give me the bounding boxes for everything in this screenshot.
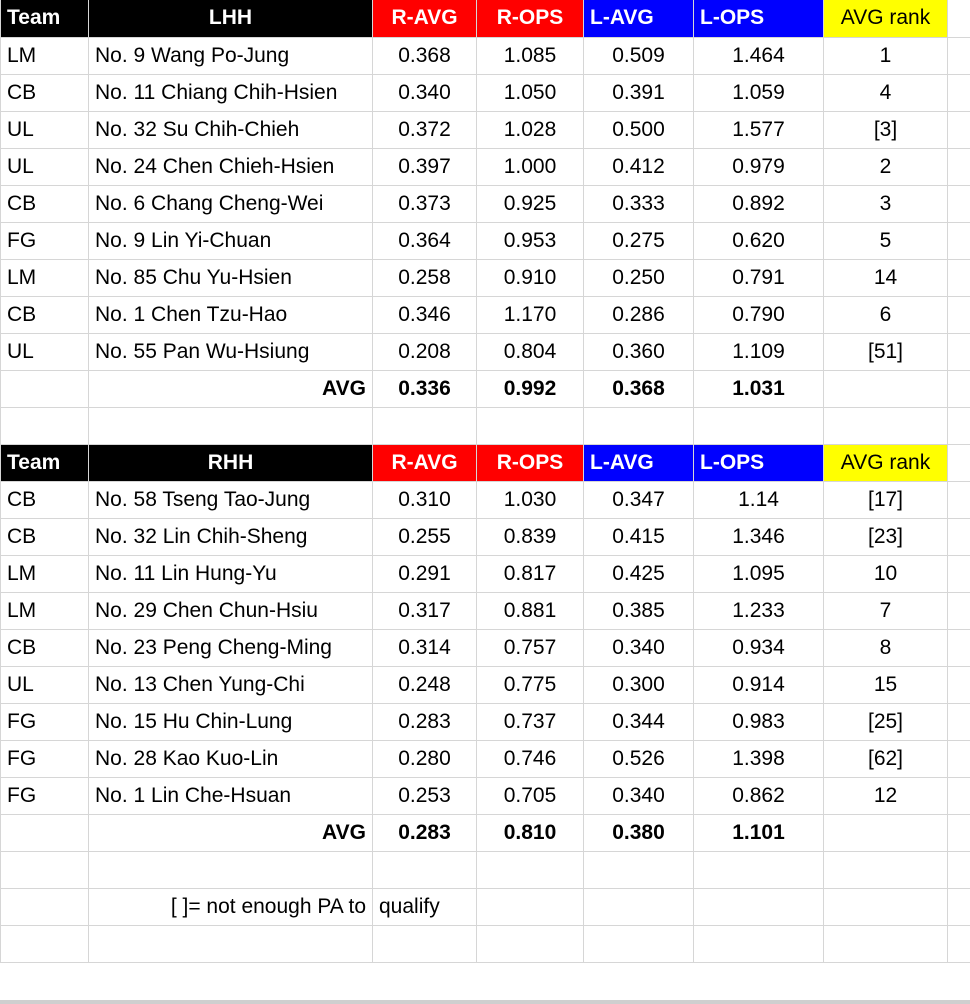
r-avg-cell[interactable]: 0.255	[373, 518, 477, 555]
empty-cell[interactable]	[584, 925, 694, 962]
avg-rank-cell[interactable]: 3	[824, 185, 948, 222]
r-ops-cell[interactable]: 0.775	[477, 666, 584, 703]
team-cell[interactable]: UL	[1, 111, 89, 148]
player-name-cell[interactable]: No. 85 Chu Yu-Hsien	[89, 259, 373, 296]
r-avg-cell[interactable]: 0.340	[373, 74, 477, 111]
l-ops-cell[interactable]: 0.934	[694, 629, 824, 666]
avg-rank-cell[interactable]: 15	[824, 666, 948, 703]
footnote-text-cell[interactable]: [ ]= not enough PA to	[89, 888, 373, 925]
player-name-cell[interactable]: No. 1 Chen Tzu-Hao	[89, 296, 373, 333]
l-avg-cell[interactable]: 0.385	[584, 592, 694, 629]
avg-rank-cell[interactable]: 14	[824, 259, 948, 296]
l-avg-cell[interactable]: 0.526	[584, 740, 694, 777]
player-name-cell[interactable]: No. 32 Lin Chih-Sheng	[89, 518, 373, 555]
team-cell[interactable]: CB	[1, 296, 89, 333]
r-avg-cell[interactable]: 0.314	[373, 629, 477, 666]
rhh-avg-section	[1, 814, 970, 962]
table-row	[1, 259, 970, 296]
l-avg-cell[interactable]: 0.500	[584, 111, 694, 148]
team-cell[interactable]: FG	[1, 740, 89, 777]
header-r-avg-cell[interactable]: R-AVG	[373, 0, 477, 37]
empty-cell[interactable]	[477, 888, 584, 925]
empty-cell[interactable]	[948, 37, 970, 74]
r-ops-cell[interactable]: 0.737	[477, 703, 584, 740]
lhh-avg-row	[1, 370, 970, 407]
l-avg-cell[interactable]: 0.509	[584, 37, 694, 74]
player-name-cell[interactable]: No. 9 Wang Po-Jung	[89, 37, 373, 74]
l-ops-cell[interactable]: 0.914	[694, 666, 824, 703]
r-avg-cell[interactable]: 0.346	[373, 296, 477, 333]
team-cell[interactable]: LM	[1, 37, 89, 74]
l-avg-cell[interactable]: 0.275	[584, 222, 694, 259]
empty-cell[interactable]	[89, 407, 373, 444]
r-avg-cell[interactable]: 0.397	[373, 148, 477, 185]
r-ops-cell[interactable]: 1.030	[477, 481, 584, 518]
sheet-bottom-edge	[0, 1000, 970, 1004]
table-row	[1, 777, 970, 814]
player-name-cell[interactable]: No. 1 Lin Che-Hsuan	[89, 777, 373, 814]
r-ops-cell[interactable]: 0.746	[477, 740, 584, 777]
player-name-cell[interactable]: No. 29 Chen Chun-Hsiu	[89, 592, 373, 629]
r-avg-cell[interactable]: 0.208	[373, 333, 477, 370]
header-l-avg-cell[interactable]: L-AVG	[584, 444, 694, 481]
r-avg-cell[interactable]: 0.280	[373, 740, 477, 777]
team-cell[interactable]: UL	[1, 148, 89, 185]
r-ops-cell[interactable]: 0.881	[477, 592, 584, 629]
empty-cell[interactable]	[1, 370, 89, 407]
empty-cell[interactable]	[477, 925, 584, 962]
avg-rank-cell[interactable]: 1	[824, 37, 948, 74]
header-l-ops-cell[interactable]: L-OPS	[694, 444, 824, 481]
r-avg-cell[interactable]: 0.253	[373, 777, 477, 814]
empty-cell[interactable]	[948, 296, 970, 333]
header-avg-rank-cell[interactable]: AVG rank	[824, 444, 948, 481]
table-row	[1, 222, 970, 259]
empty-cell[interactable]	[824, 407, 948, 444]
team-cell[interactable]: UL	[1, 666, 89, 703]
player-name-cell[interactable]: No. 23 Peng Cheng-Ming	[89, 629, 373, 666]
r-ops-cell[interactable]: 0.925	[477, 185, 584, 222]
header-l-ops-cell[interactable]: L-OPS	[694, 0, 824, 37]
empty-cell[interactable]	[373, 925, 477, 962]
r-ops-cell[interactable]: 0.705	[477, 777, 584, 814]
avg-rank-cell[interactable]: [3]	[824, 111, 948, 148]
empty-cell[interactable]	[948, 555, 970, 592]
empty-cell[interactable]	[694, 888, 824, 925]
team-cell[interactable]: CB	[1, 74, 89, 111]
avg-l-ops-cell[interactable]: 1.101	[694, 814, 824, 851]
empty-cell[interactable]	[948, 185, 970, 222]
r-avg-cell[interactable]: 0.248	[373, 666, 477, 703]
l-avg-cell[interactable]: 0.333	[584, 185, 694, 222]
table-row	[1, 518, 970, 555]
empty-cell[interactable]	[89, 851, 373, 888]
empty-cell[interactable]	[694, 407, 824, 444]
empty-cell[interactable]	[948, 0, 970, 37]
table-row	[1, 37, 970, 74]
l-ops-cell[interactable]: 1.577	[694, 111, 824, 148]
blank-row	[1, 925, 970, 962]
avg-l-ops-cell[interactable]: 1.031	[694, 370, 824, 407]
l-avg-cell[interactable]: 0.250	[584, 259, 694, 296]
table-row	[1, 74, 970, 111]
lhh-header-row	[1, 0, 970, 37]
avg-r-avg-cell[interactable]: 0.283	[373, 814, 477, 851]
empty-cell[interactable]	[948, 259, 970, 296]
avg-rank-cell[interactable]: 6	[824, 296, 948, 333]
blank-row	[1, 407, 970, 444]
header-rhh-cell[interactable]: RHH	[89, 444, 373, 481]
l-ops-cell[interactable]: 1.095	[694, 555, 824, 592]
team-cell[interactable]: FG	[1, 703, 89, 740]
r-ops-cell[interactable]: 0.953	[477, 222, 584, 259]
empty-cell[interactable]	[948, 814, 970, 851]
l-ops-cell[interactable]: 0.892	[694, 185, 824, 222]
header-team-cell[interactable]: Team	[1, 0, 89, 37]
avg-rank-cell[interactable]: 10	[824, 555, 948, 592]
header-avg-rank-cell[interactable]: AVG rank	[824, 0, 948, 37]
team-cell[interactable]: FG	[1, 222, 89, 259]
footnote-qualify-cell[interactable]: qualify	[373, 888, 477, 925]
l-avg-cell[interactable]: 0.340	[584, 777, 694, 814]
empty-cell[interactable]	[1, 888, 89, 925]
lhh-avg-section	[1, 370, 970, 444]
empty-cell[interactable]	[948, 777, 970, 814]
avg-r-ops-cell[interactable]: 0.810	[477, 814, 584, 851]
l-avg-cell[interactable]: 0.340	[584, 629, 694, 666]
avg-r-avg-cell[interactable]: 0.336	[373, 370, 477, 407]
empty-cell[interactable]	[948, 333, 970, 370]
table-row	[1, 629, 970, 666]
avg-rank-cell[interactable]: [25]	[824, 703, 948, 740]
player-name-cell[interactable]: No. 6 Chang Cheng-Wei	[89, 185, 373, 222]
table-row	[1, 666, 970, 703]
player-name-cell[interactable]: No. 28 Kao Kuo-Lin	[89, 740, 373, 777]
empty-cell[interactable]	[694, 851, 824, 888]
header-l-avg-cell[interactable]: L-AVG	[584, 0, 694, 37]
player-name-cell[interactable]: No. 9 Lin Yi-Chuan	[89, 222, 373, 259]
team-cell[interactable]: LM	[1, 592, 89, 629]
team-cell[interactable]: CB	[1, 629, 89, 666]
player-name-cell[interactable]: No. 11 Chiang Chih-Hsien	[89, 74, 373, 111]
empty-cell[interactable]	[948, 74, 970, 111]
r-ops-cell[interactable]: 1.028	[477, 111, 584, 148]
empty-cell[interactable]	[824, 888, 948, 925]
team-cell[interactable]: LM	[1, 259, 89, 296]
empty-cell[interactable]	[948, 629, 970, 666]
lhh-section	[1, 0, 970, 37]
r-avg-cell[interactable]: 0.258	[373, 259, 477, 296]
table-row	[1, 592, 970, 629]
empty-cell[interactable]	[948, 481, 970, 518]
avg-rank-cell[interactable]: 12	[824, 777, 948, 814]
r-ops-cell[interactable]: 0.817	[477, 555, 584, 592]
footnote-row	[1, 888, 970, 925]
l-ops-cell[interactable]: 1.398	[694, 740, 824, 777]
header-r-avg-cell[interactable]: R-AVG	[373, 444, 477, 481]
table-row	[1, 555, 970, 592]
empty-cell[interactable]	[584, 407, 694, 444]
r-ops-cell[interactable]: 0.804	[477, 333, 584, 370]
avg-l-avg-cell[interactable]: 0.380	[584, 814, 694, 851]
table-row	[1, 481, 970, 518]
l-avg-cell[interactable]: 0.344	[584, 703, 694, 740]
r-ops-cell[interactable]: 1.170	[477, 296, 584, 333]
r-avg-cell[interactable]: 0.373	[373, 185, 477, 222]
l-ops-cell[interactable]: 0.790	[694, 296, 824, 333]
l-ops-cell[interactable]: 1.346	[694, 518, 824, 555]
header-lhh-cell[interactable]: LHH	[89, 0, 373, 37]
r-avg-cell[interactable]: 0.368	[373, 37, 477, 74]
avg-rank-cell[interactable]: 7	[824, 592, 948, 629]
r-ops-cell[interactable]: 1.000	[477, 148, 584, 185]
table-row	[1, 148, 970, 185]
empty-cell[interactable]	[948, 407, 970, 444]
empty-cell[interactable]	[477, 407, 584, 444]
empty-cell[interactable]	[584, 851, 694, 888]
l-ops-cell[interactable]: 0.791	[694, 259, 824, 296]
r-avg-cell[interactable]: 0.364	[373, 222, 477, 259]
avg-rank-cell[interactable]: 8	[824, 629, 948, 666]
empty-cell[interactable]	[824, 925, 948, 962]
empty-cell[interactable]	[373, 407, 477, 444]
empty-cell[interactable]	[1, 851, 89, 888]
avg-rank-cell[interactable]: [17]	[824, 481, 948, 518]
l-avg-cell[interactable]: 0.360	[584, 333, 694, 370]
team-cell[interactable]: CB	[1, 185, 89, 222]
rhh-section	[1, 444, 970, 481]
player-name-cell[interactable]: No. 15 Hu Chin-Lung	[89, 703, 373, 740]
empty-cell[interactable]	[948, 888, 970, 925]
header-r-ops-cell[interactable]: R-OPS	[477, 0, 584, 37]
avg-label-cell[interactable]: AVG	[89, 814, 373, 851]
table-row	[1, 185, 970, 222]
empty-cell[interactable]	[948, 518, 970, 555]
l-avg-cell[interactable]: 0.347	[584, 481, 694, 518]
avg-rank-cell[interactable]: [51]	[824, 333, 948, 370]
avg-rank-cell[interactable]: 4	[824, 74, 948, 111]
table-row	[1, 703, 970, 740]
team-cell[interactable]: UL	[1, 333, 89, 370]
avg-rank-cell[interactable]: [23]	[824, 518, 948, 555]
player-name-cell[interactable]: No. 13 Chen Yung-Chi	[89, 666, 373, 703]
player-name-cell[interactable]: No. 11 Lin Hung-Yu	[89, 555, 373, 592]
empty-cell[interactable]	[477, 851, 584, 888]
l-ops-cell[interactable]: 1.109	[694, 333, 824, 370]
empty-cell[interactable]	[89, 925, 373, 962]
l-ops-cell[interactable]: 0.620	[694, 222, 824, 259]
l-avg-cell[interactable]: 0.391	[584, 74, 694, 111]
l-avg-cell[interactable]: 0.412	[584, 148, 694, 185]
empty-cell[interactable]	[373, 851, 477, 888]
empty-cell[interactable]	[1, 814, 89, 851]
empty-cell[interactable]	[948, 444, 970, 481]
player-name-cell[interactable]: No. 58 Tseng Tao-Jung	[89, 481, 373, 518]
avg-label-cell[interactable]: AVG	[89, 370, 373, 407]
avg-l-avg-cell[interactable]: 0.368	[584, 370, 694, 407]
empty-cell[interactable]	[1, 407, 89, 444]
rhh-avg-row	[1, 814, 970, 851]
empty-cell[interactable]	[948, 703, 970, 740]
l-ops-cell[interactable]: 0.983	[694, 703, 824, 740]
l-ops-cell[interactable]: 0.979	[694, 148, 824, 185]
empty-cell[interactable]	[824, 851, 948, 888]
empty-cell[interactable]	[948, 740, 970, 777]
avg-rank-cell[interactable]: 2	[824, 148, 948, 185]
header-team-cell[interactable]: Team	[1, 444, 89, 481]
r-ops-cell[interactable]: 0.910	[477, 259, 584, 296]
r-ops-cell[interactable]: 1.085	[477, 37, 584, 74]
player-name-cell[interactable]: No. 55 Pan Wu-Hsiung	[89, 333, 373, 370]
empty-cell[interactable]	[948, 925, 970, 962]
l-avg-cell[interactable]: 0.425	[584, 555, 694, 592]
l-ops-cell[interactable]: 0.862	[694, 777, 824, 814]
empty-cell[interactable]	[948, 148, 970, 185]
lhh-rows	[1, 37, 970, 370]
empty-cell[interactable]	[948, 370, 970, 407]
empty-cell[interactable]	[948, 111, 970, 148]
empty-cell[interactable]	[948, 666, 970, 703]
table-row	[1, 740, 970, 777]
table-row	[1, 111, 970, 148]
r-ops-cell[interactable]: 1.050	[477, 74, 584, 111]
r-ops-cell[interactable]: 0.757	[477, 629, 584, 666]
team-cell[interactable]: LM	[1, 555, 89, 592]
l-ops-cell[interactable]: 1.059	[694, 74, 824, 111]
l-ops-cell[interactable]: 1.464	[694, 37, 824, 74]
r-avg-cell[interactable]: 0.310	[373, 481, 477, 518]
r-avg-cell[interactable]: 0.283	[373, 703, 477, 740]
avg-rank-cell[interactable]: [62]	[824, 740, 948, 777]
player-name-cell[interactable]: No. 24 Chen Chieh-Hsien	[89, 148, 373, 185]
empty-cell[interactable]	[824, 370, 948, 407]
l-avg-cell[interactable]: 0.286	[584, 296, 694, 333]
empty-cell[interactable]	[948, 592, 970, 629]
r-avg-cell[interactable]: 0.291	[373, 555, 477, 592]
empty-cell[interactable]	[948, 851, 970, 888]
empty-cell[interactable]	[948, 222, 970, 259]
l-ops-cell[interactable]: 1.14	[694, 481, 824, 518]
team-cell[interactable]: FG	[1, 777, 89, 814]
rhh-rows	[1, 481, 970, 814]
l-avg-cell[interactable]: 0.415	[584, 518, 694, 555]
team-cell[interactable]: CB	[1, 518, 89, 555]
empty-cell[interactable]	[1, 925, 89, 962]
r-avg-cell[interactable]: 0.317	[373, 592, 477, 629]
empty-cell[interactable]	[694, 925, 824, 962]
r-ops-cell[interactable]: 0.839	[477, 518, 584, 555]
empty-cell[interactable]	[824, 814, 948, 851]
rhh-header-row	[1, 444, 970, 481]
team-cell[interactable]: CB	[1, 481, 89, 518]
player-name-cell[interactable]: No. 32 Su Chih-Chieh	[89, 111, 373, 148]
table-row	[1, 296, 970, 333]
l-ops-cell[interactable]: 1.233	[694, 592, 824, 629]
empty-cell[interactable]	[584, 888, 694, 925]
table-row	[1, 333, 970, 370]
header-r-ops-cell[interactable]: R-OPS	[477, 444, 584, 481]
r-avg-cell[interactable]: 0.372	[373, 111, 477, 148]
blank-row	[1, 851, 970, 888]
avg-r-ops-cell[interactable]: 0.992	[477, 370, 584, 407]
avg-rank-cell[interactable]: 5	[824, 222, 948, 259]
l-avg-cell[interactable]: 0.300	[584, 666, 694, 703]
